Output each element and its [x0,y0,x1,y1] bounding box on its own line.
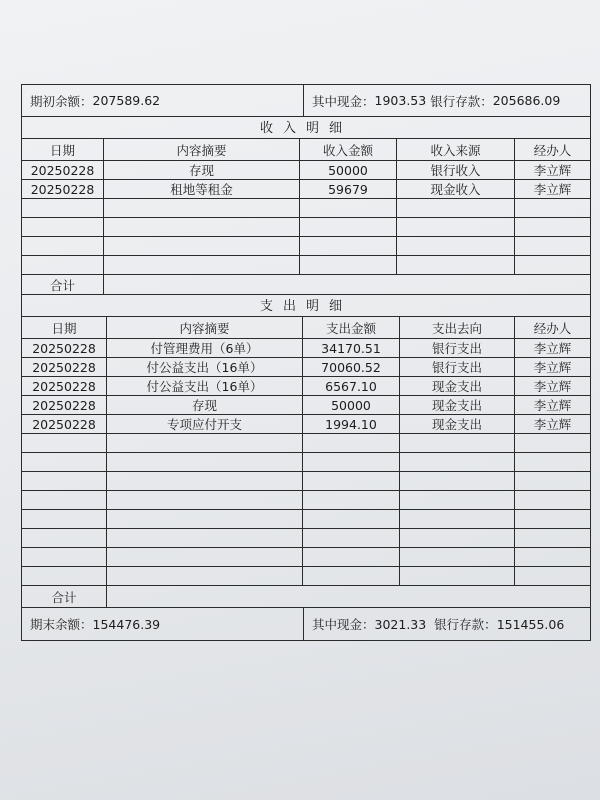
opening-balance-row [22,85,590,117]
expense-row [22,377,590,396]
expense-summary: 存现 [107,396,303,414]
expense-summary: 付公益支出（16单） [107,358,303,376]
expense-amount: 34170.51 [303,339,400,357]
income-date: 20250228 [22,161,104,179]
closing-balance-row [22,608,590,640]
expense-col-direction: 支出去向 [400,317,515,338]
income-empty-row [22,256,590,275]
expense-col-date: 日期 [22,317,107,338]
income-source: 银行收入 [397,161,515,179]
expense-header-row [22,317,590,339]
income-amount: 59679 [300,180,397,198]
expense-handler: 李立辉 [533,341,572,356]
income-empty-row [22,218,590,237]
income-col-summary: 内容摘要 [104,139,300,160]
expense-date: 20250228 [22,415,107,433]
expense-total-value [107,586,590,607]
expense-date: 20250228 [22,358,107,376]
expense-handler: 李立辉 [533,360,572,375]
expense-row [22,415,590,434]
income-handler: 李立辉 [533,163,572,178]
income-date: 20250228 [22,180,104,198]
expense-handler: 李立辉 [533,398,572,413]
expense-total-row [22,586,590,608]
expense-handler: 李立辉 [533,379,572,394]
expense-summary: 专项应付开支 [107,415,303,433]
expense-section-title: 支出明细 [22,295,590,317]
expense-empty-row [22,567,590,586]
expense-empty-row [22,548,590,567]
expense-row [22,339,590,358]
closing-balance: 期末余额： 154476.39 [22,608,304,640]
expense-col-summary: 内容摘要 [107,317,303,338]
expense-amount: 50000 [303,396,400,414]
income-total-label: 合计 [22,275,104,294]
expense-handler: 李立辉 [533,417,572,432]
expense-date: 20250228 [22,377,107,395]
expense-date: 20250228 [22,396,107,414]
expense-summary: 付公益支出（16单） [107,377,303,395]
expense-total-label: 合计 [22,586,107,607]
expense-date: 20250228 [22,339,107,357]
expense-amount: 1994.10 [303,415,400,433]
income-col-date: 日期 [22,139,104,160]
income-source: 现金收入 [397,180,515,198]
expense-summary: 付管理费用（6单） [107,339,303,357]
income-empty-row [22,237,590,256]
income-section-title: 收入明细 [22,117,590,139]
expense-direction: 现金支出 [400,396,515,414]
expense-empty-row [22,472,590,491]
income-summary: 租地等租金 [104,180,300,198]
expense-empty-row [22,453,590,472]
expense-amount: 6567.10 [303,377,400,395]
opening-breakdown: 其中现金： 1903.53 银行存款： 205686.09 [312,93,561,109]
expense-empty-row [22,529,590,548]
income-col-amount: 收入金额 [300,139,397,160]
income-empty-row [22,199,590,218]
income-handler: 李立辉 [533,182,572,197]
income-total-value [104,275,590,294]
expense-col-amount: 支出金额 [303,317,400,338]
expense-direction: 银行支出 [400,358,515,376]
income-summary: 存现 [104,161,300,179]
expense-empty-row [22,491,590,510]
expense-col-handler: 经办人 [533,320,572,336]
expense-row [22,358,590,377]
expense-direction: 现金支出 [400,415,515,433]
expense-row [22,396,590,415]
income-total-row [22,275,590,295]
ledger-form [21,84,591,641]
income-col-source: 收入来源 [397,139,515,160]
income-header-row [22,139,590,161]
expense-empty-row [22,434,590,453]
income-row [22,161,590,180]
expense-direction: 现金支出 [400,377,515,395]
income-col-handler: 经办人 [533,142,572,158]
closing-breakdown: 其中现金： 3021.33 银行存款： 151455.06 [312,616,565,632]
opening-balance: 期初余额： 207589.62 [22,85,304,116]
income-row [22,180,590,199]
expense-empty-row [22,510,590,529]
expense-direction: 银行支出 [400,339,515,357]
expense-amount: 70060.52 [303,358,400,376]
income-amount: 50000 [300,161,397,179]
